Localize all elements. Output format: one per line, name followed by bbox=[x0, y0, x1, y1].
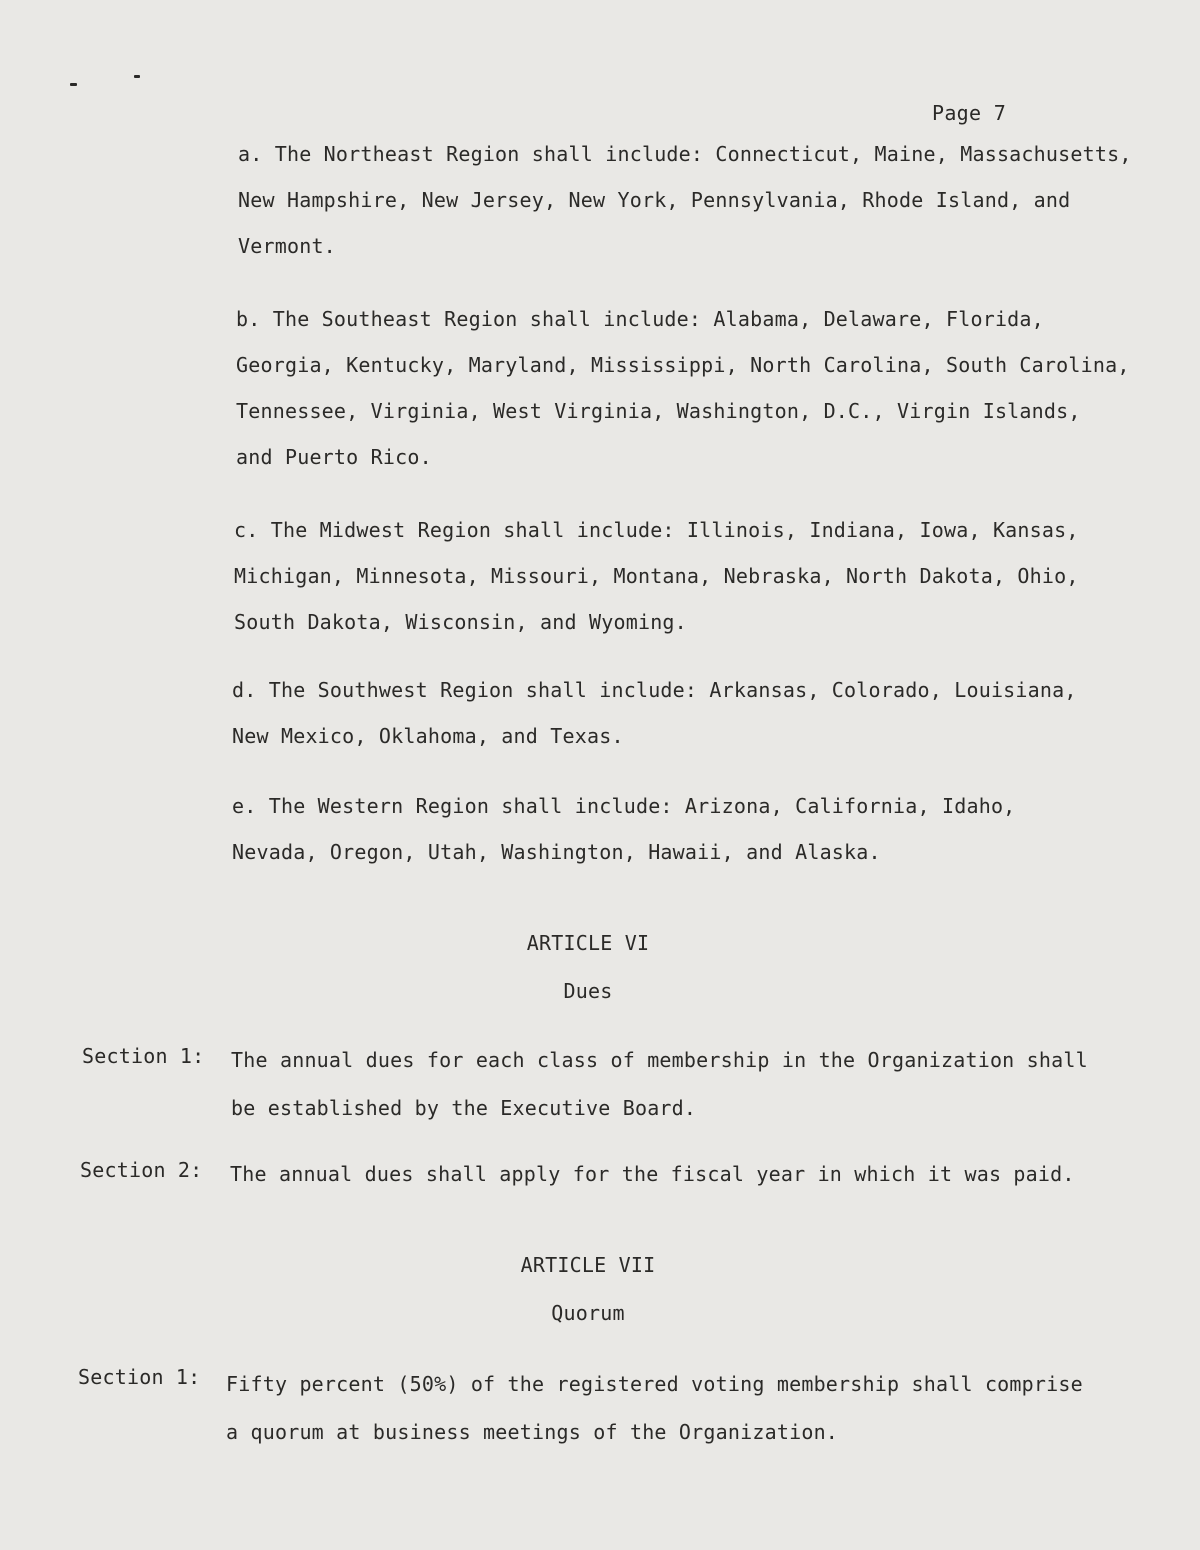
text-line: Tennessee, Virginia, West Virginia, Washington, D.C., Virgin Islands, bbox=[236, 399, 1081, 423]
section-label: Section 1: bbox=[78, 1365, 201, 1389]
ink-speck bbox=[134, 75, 140, 78]
text-line: be established by the Executive Board. bbox=[231, 1096, 697, 1120]
text-line: e. The Western Region shall include: Arizona, California, Idaho, bbox=[232, 794, 1016, 818]
region-midwest bbox=[234, 507, 1079, 645]
article-title: ARTICLE VII bbox=[520, 1253, 656, 1277]
region-western bbox=[232, 783, 1015, 875]
section-text bbox=[231, 1036, 1088, 1132]
section-label: Section 1: bbox=[82, 1044, 205, 1068]
region-northeast bbox=[238, 131, 1132, 269]
section-label: Section 2: bbox=[80, 1158, 203, 1182]
text-line: a. The Northeast Region shall include: Connecticut, Maine, Massachusetts, bbox=[238, 142, 1132, 166]
article-subtitle: Quorum bbox=[551, 1301, 625, 1325]
article-title: ARTICLE VI bbox=[526, 931, 650, 955]
page-number: Page 7 bbox=[932, 101, 1007, 125]
section-text bbox=[230, 1150, 1075, 1198]
text-line: The annual dues shall apply for the fiscal year in which it was paid. bbox=[230, 1162, 1075, 1186]
text-line: and Puerto Rico. bbox=[236, 445, 432, 469]
text-line: c. The Midwest Region shall include: Illinois, Indiana, Iowa, Kansas, bbox=[234, 518, 1079, 542]
region-southwest bbox=[232, 667, 1077, 759]
region-southeast bbox=[236, 296, 1130, 480]
ink-speck bbox=[70, 83, 77, 86]
text-line: b. The Southeast Region shall include: Alabama, Delaware, Florida, bbox=[236, 307, 1044, 331]
article-subtitle: Dues bbox=[563, 979, 613, 1003]
text-line: a quorum at business meetings of the Organization. bbox=[226, 1420, 839, 1444]
text-line: New Hampshire, New Jersey, New York, Pennsylvania, Rhode Island, and bbox=[238, 188, 1071, 212]
text-line: The annual dues for each class of membership in the Organization shall bbox=[231, 1048, 1088, 1072]
text-line: New Mexico, Oklahoma, and Texas. bbox=[232, 724, 624, 748]
text-line: Fifty percent (50%) of the registered voting membership shall comprise bbox=[226, 1372, 1083, 1396]
section-text bbox=[226, 1360, 1083, 1456]
text-line: Vermont. bbox=[238, 234, 336, 258]
text-line: d. The Southwest Region shall include: Arkansas, Colorado, Louisiana, bbox=[232, 678, 1077, 702]
text-line: South Dakota, Wisconsin, and Wyoming. bbox=[234, 610, 687, 634]
text-line: Georgia, Kentucky, Maryland, Mississippi, North Carolina, South Carolina, bbox=[236, 353, 1130, 377]
text-line: Nevada, Oregon, Utah, Washington, Hawaii, and Alaska. bbox=[232, 840, 881, 864]
text-line: Michigan, Minnesota, Missouri, Montana, Nebraska, North Dakota, Ohio, bbox=[234, 564, 1079, 588]
